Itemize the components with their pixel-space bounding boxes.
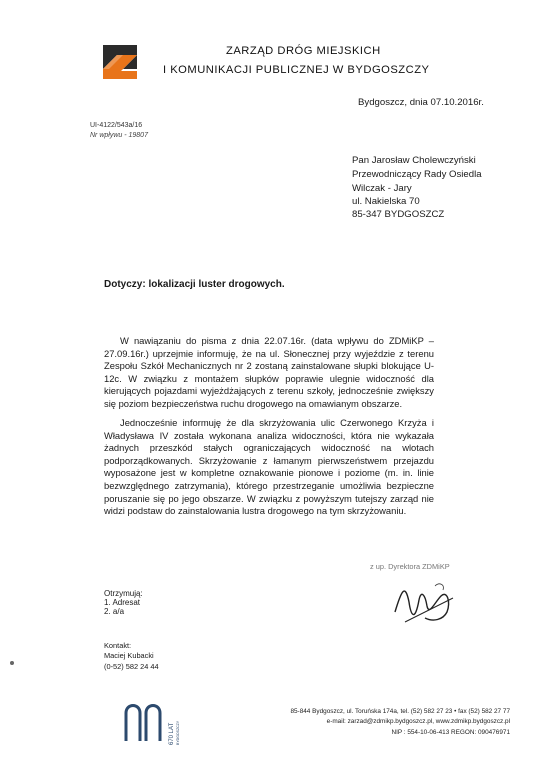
zdmikp-logo bbox=[101, 43, 139, 81]
header-title-line1: ZARZĄD DRÓG MIEJSKICH bbox=[226, 45, 381, 57]
recipient-street: ul. Nakielska 70 bbox=[352, 196, 420, 207]
signature-stamp-line: z up. Dyrektora ZDMiKP bbox=[370, 562, 450, 571]
incoming-number: Nr wpływu - 19807 bbox=[90, 132, 148, 139]
anniversary-emblem bbox=[168, 703, 182, 747]
distribution-item-2: 2. a/a bbox=[104, 607, 125, 616]
footer-email-web: e-mail: zarzad@zdmikp.bydgoszcz.pl, www.zdmikp.bydgoszcz.pl bbox=[326, 718, 510, 725]
scan-speck bbox=[10, 661, 14, 665]
svg-text:BYDGOSZCZY: BYDGOSZCZY bbox=[176, 720, 180, 745]
reference-number: UI-4122/543a/16 bbox=[90, 122, 143, 129]
recipient-title: Przewodniczący Rady Osiedla bbox=[352, 169, 482, 180]
recipient-name: Pan Jarosław Cholewczyński bbox=[352, 155, 476, 166]
contact-name: Maciej Kubacki bbox=[104, 651, 154, 660]
letter-subject: Dotyczy: lokalizacji luster drogowych. bbox=[104, 279, 285, 290]
footer-nip-regon: NIP : 554-10-06-413 REGON: 090476971 bbox=[391, 729, 510, 736]
distribution-label: Otrzymują: bbox=[104, 589, 143, 598]
body-paragraph-2: Jednocześnie informuję że dla skrzyżowania ulic Czerwonego Krzyża i Władysława IV została wykonana analiza widoczności, która nie wykazała żadnych przeszkód stałych ograniczających widoczność na wlotach podporządkowanych. Skrzyżowanie z łamanym pierwszeństwem przejazdu wyposażone jest w kompletne oznakowanie pionowe i poziome (m. in. linie bezwzględnego zatrzymania), którego przestrzeganie umożliwia bezpieczne poruszanie się po jego obszarze. W związku z powyższym tutejszy zarząd nie widzi podstaw do zainstalowania lustra drogowego na tym skrzyżowaniu. bbox=[104, 417, 434, 517]
place-date: Bydgoszcz, dnia 07.10.2016r. bbox=[358, 97, 484, 108]
bydgoszcz-arch-icon bbox=[122, 697, 164, 741]
svg-text:670 LAT: 670 LAT bbox=[169, 722, 175, 745]
recipient-district: Wilczak - Jary bbox=[352, 183, 412, 194]
contact-label: Kontakt: bbox=[104, 641, 132, 650]
contact-phone: (0-52) 582 24 44 bbox=[104, 662, 159, 671]
distribution-item-1: 1. Adresat bbox=[104, 598, 141, 607]
header-title-line2: I KOMUNIKACJI PUBLICZNEJ W BYDGOSZCZY bbox=[163, 64, 430, 76]
body-paragraph-1: W nawiązaniu do pisma z dnia 22.07.16r. (data wpływu do ZDMiKP – 27.09.16r.) uprzejmie informuję, że na ul. Słonecznej przy wyjeździe z terenu Zespołu Szkół Mechanicznych nr 2 zostaną zainstalowane słupki blokujące U-12c. W związku z montażem słupków poprawie ulegnie widoczność dla kierujących pojazdami wyjeżdżających z terenu szkoły, jednocześnie zwiększy się poziom bezpieczeństwa ruchu drogowego na omawianym obszarze. bbox=[104, 335, 434, 409]
recipient-city: 85-347 BYDGOSZCZ bbox=[352, 209, 445, 220]
footer-address: 85-844 Bydgoszcz, ul. Toruńska 174a, tel. (52) 582 27 23 • fax (52) 582 27 77 bbox=[290, 708, 510, 715]
handwritten-signature bbox=[375, 572, 470, 630]
